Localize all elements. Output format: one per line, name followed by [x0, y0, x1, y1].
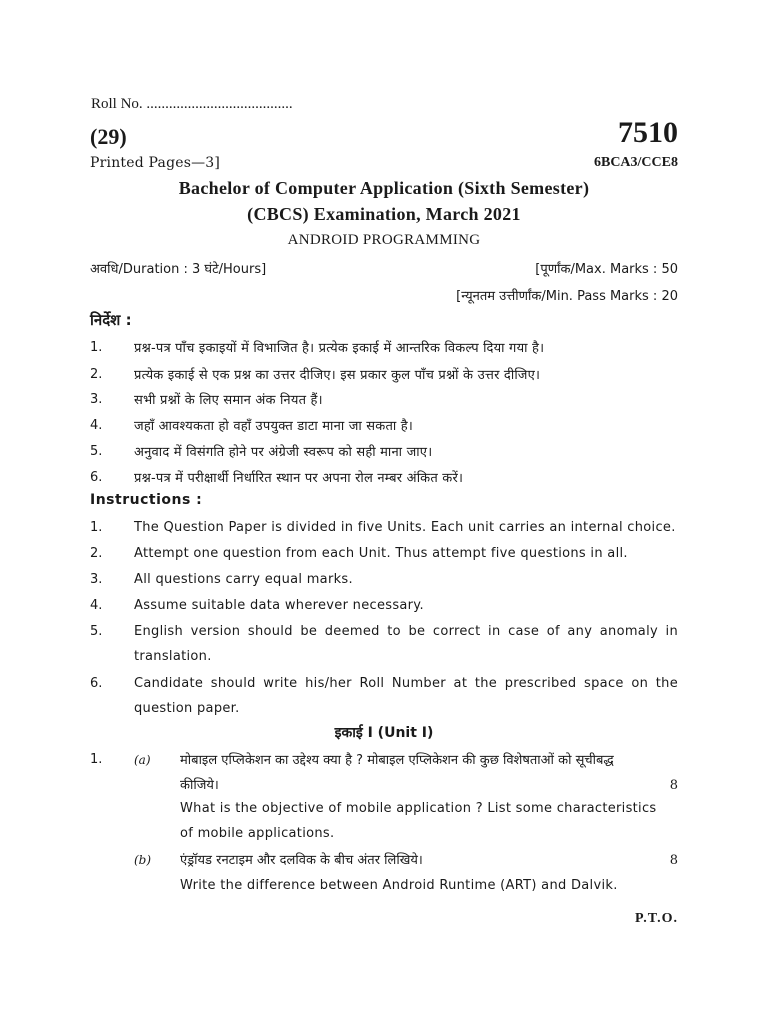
question-b-english: Write the difference between Android Runtime (ART) and Dalvik.	[180, 878, 618, 893]
exam-title-line2: (CBCS) Examination, March 2021	[247, 204, 521, 224]
paper-number-left: (29)	[90, 124, 127, 149]
hindi-instruction-number: 1.	[90, 340, 103, 355]
hindi-instruction-number: 3.	[90, 392, 103, 407]
question-a-english-line2: of mobile applications.	[180, 826, 335, 841]
unit-heading: इकाई I (Unit I)	[334, 725, 434, 741]
hindi-instruction-text: अनुवाद में विसंगति होने पर अंग्रेजी स्वरूप को सही माना जाए।	[134, 445, 433, 460]
hindi-instruction-text: प्रश्न-पत्र में परीक्षार्थी निर्धारित स्थान पर अपना रोल नम्बर अंकित करें।	[134, 471, 464, 486]
english-instruction-number: 1.	[90, 520, 103, 535]
question-a-hindi-line1: मोबाइल एप्लिकेशन का उद्देश्य क्या है ? मोबाइल एप्लिकेशन की कुछ विशेषताओं को सूचीबद्ध	[180, 753, 614, 768]
paper-number-right: 7510	[618, 116, 678, 149]
max-marks: [पूर्णांक/Max. Marks : 50	[535, 262, 678, 277]
hindi-instruction-text: प्रत्येक इकाई से एक प्रश्न का उत्तर दीजिए। इस प्रकार कुल पाँच प्रश्नों के उत्तर दीजिए।	[134, 368, 541, 383]
english-instructions-heading: Instructions :	[90, 492, 203, 508]
hindi-instruction-number: 6.	[90, 470, 103, 485]
please-turn-over: P.T.O.	[635, 911, 678, 926]
roll-number-line: Roll No. .......................................	[91, 96, 293, 112]
question-b-marks: 8	[669, 853, 678, 868]
english-instruction-number: 6.	[90, 676, 103, 691]
duration: अवधि/Duration : 3 घंटे/Hours]	[90, 262, 267, 277]
subquestion-label-a: (a)	[134, 753, 151, 767]
hindi-instructions-heading: निर्देश :	[90, 311, 132, 329]
min-pass-marks: [न्यूनतम उत्तीर्णांक/Min. Pass Marks : 20	[456, 289, 678, 304]
english-instruction-text: English version should be deemed to be correct in case of any anomaly in translation.	[134, 624, 678, 664]
english-instruction-text: All questions carry equal marks.	[134, 572, 353, 587]
printed-pages: Printed Pages—3]	[90, 155, 221, 171]
hindi-instruction-text: जहाँ आवश्यकता हो वहाँ उपयुक्त डाटा माना जा सकता है।	[134, 419, 413, 434]
english-instruction-text: Assume suitable data wherever necessary.	[134, 598, 424, 613]
subject-title: ANDROID PROGRAMMING	[287, 232, 481, 248]
question-b-hindi: एंड्रॉयड रनटाइम और दलविक के बीच अंतर लिखिये।	[180, 853, 423, 868]
hindi-instruction-number: 5.	[90, 444, 103, 459]
hindi-instruction-number: 4.	[90, 418, 103, 433]
question-a-hindi-line2: कीजिये।	[180, 778, 219, 793]
english-instruction-text: The Question Paper is divided in five Units. Each unit carries an internal choice.	[134, 520, 676, 535]
question-a-marks: 8	[669, 778, 678, 793]
english-instruction-number: 3.	[90, 572, 103, 587]
hindi-instruction-text: प्रश्न-पत्र पाँच इकाइयों में विभाजित है। प्रत्येक इकाई में आन्तरिक विकल्प दिया गया है।	[134, 341, 545, 356]
subquestion-label-b: (b)	[134, 853, 152, 867]
english-instruction-text: Candidate should write his/her Roll Number at the prescribed space on the question paper.	[134, 676, 678, 716]
hindi-instruction-text: सभी प्रश्नों के लिए समान अंक नियत हैं।	[134, 393, 323, 408]
english-instruction-number: 5.	[90, 624, 103, 639]
question-number: 1.	[90, 752, 103, 767]
question-a-english-line1: What is the objective of mobile application ? List some characteristics	[180, 801, 657, 816]
english-instruction-text: Attempt one question from each Unit. Thus attempt five questions in all.	[134, 546, 628, 561]
course-code: 6BCA3/CCE8	[593, 155, 678, 170]
english-instruction-number: 2.	[90, 546, 103, 561]
exam-title-line1: Bachelor of Computer Application (Sixth Semester)	[178, 178, 590, 198]
hindi-instruction-number: 2.	[90, 367, 103, 382]
english-instruction-number: 4.	[90, 598, 103, 613]
